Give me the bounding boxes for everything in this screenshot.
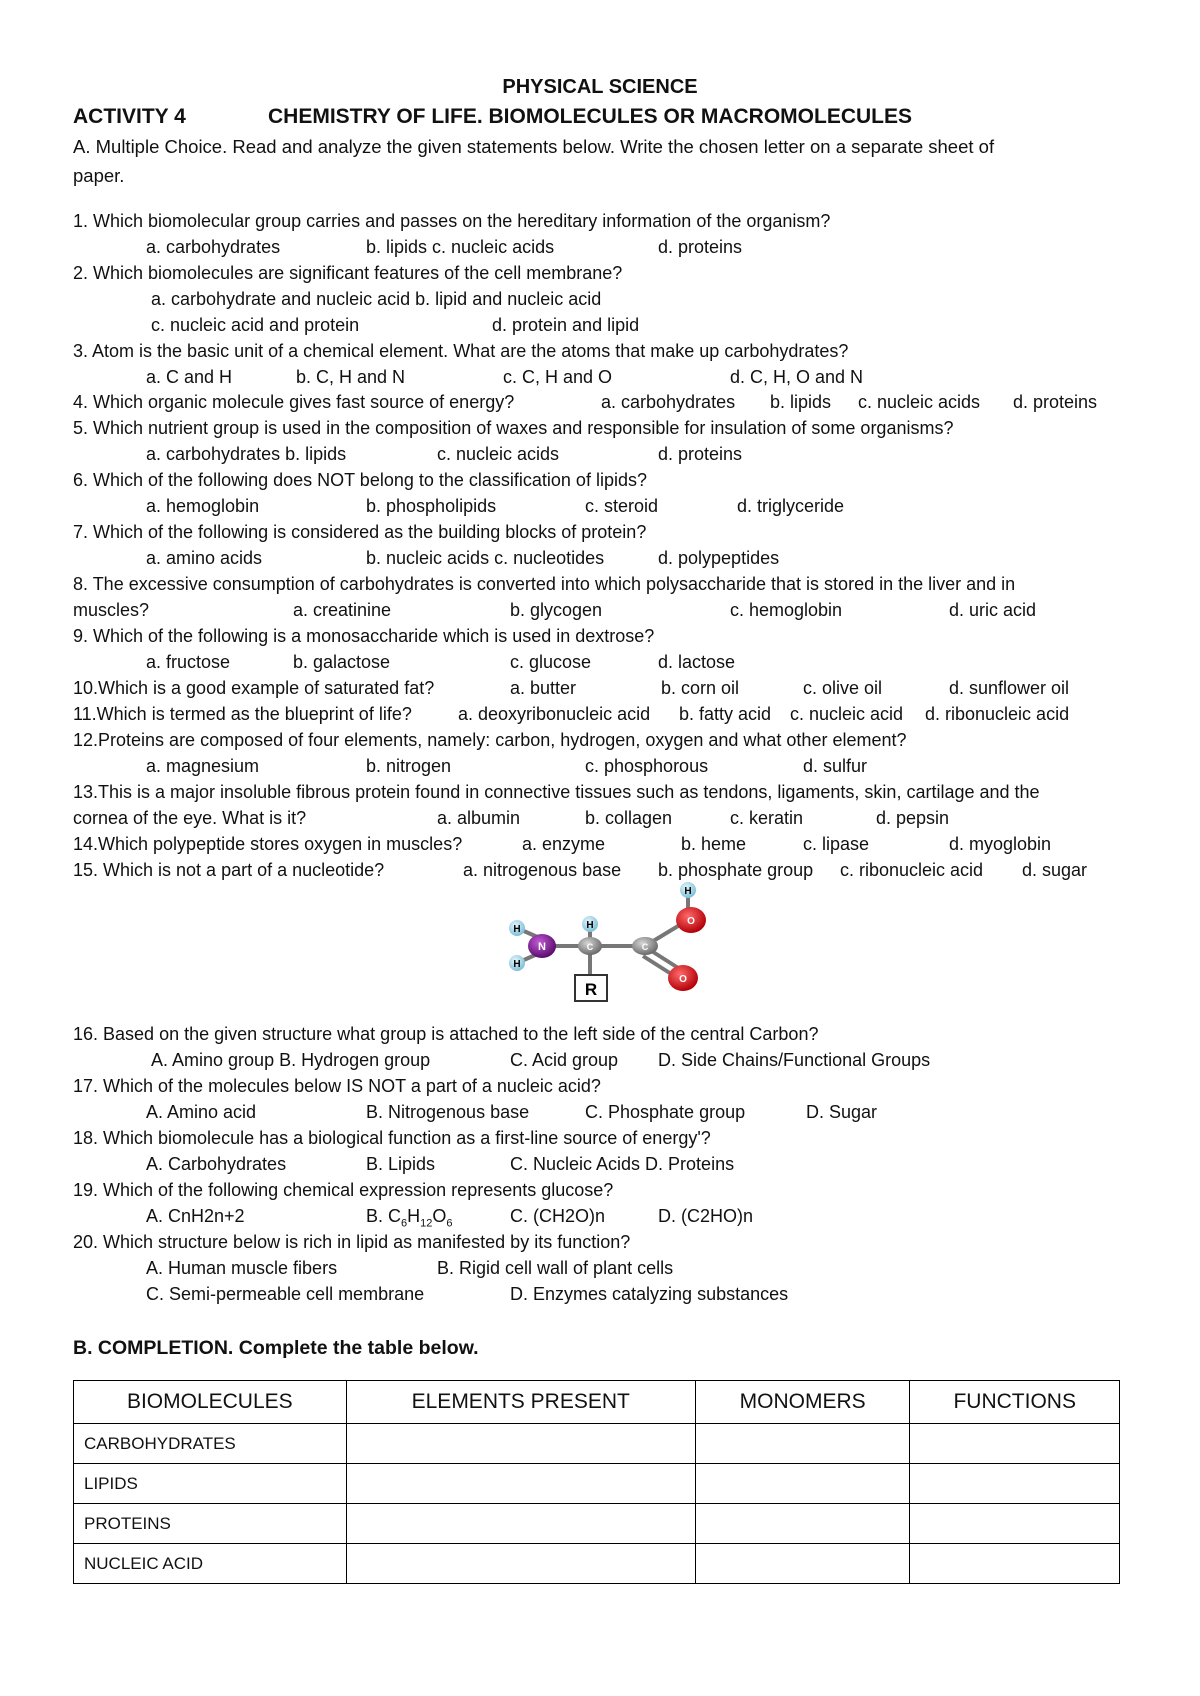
- question-15: 15. Which is not a part of a nucleotide?: [73, 860, 385, 880]
- q4-choice-d: d. proteins: [1013, 392, 1098, 412]
- q14-choice-d: d. myoglobin: [949, 834, 1052, 854]
- q6-choice-b: b. phospholipids: [366, 496, 497, 516]
- row-label-proteins: PROTEINS: [74, 1504, 347, 1544]
- question-6: 6. Which of the following does NOT belong to the classification of lipids?: [73, 470, 647, 490]
- question-19: 19. Which of the following chemical expression represents glucose?: [73, 1180, 614, 1200]
- oxygen-atom-2: [668, 965, 698, 991]
- subject-title: PHYSICAL SCIENCE: [502, 76, 698, 98]
- q12-choice-c: c. phosphorous: [585, 756, 709, 776]
- nitrogen-atom: [528, 934, 556, 958]
- oxygen-atom-1: [676, 907, 706, 933]
- q13-choice-d: d. pepsin: [876, 808, 950, 828]
- activity-title: CHEMISTRY OF LIFE. BIOMOLECULES OR MACROMOLECULES: [268, 105, 913, 128]
- header-elements-present: ELEMENTS PRESENT: [346, 1381, 695, 1424]
- activity-label: ACTIVITY 4: [73, 105, 186, 128]
- blank-cell[interactable]: [910, 1544, 1120, 1584]
- question-17: 17. Which of the molecules below IS NOT a part of a nucleic acid?: [73, 1076, 601, 1096]
- q15-choice-a: a. nitrogenous base: [463, 860, 622, 880]
- svg-text:N: N: [538, 941, 546, 953]
- partA-instruction-line1: A. Multiple Choice. Read and analyze the given statements below. Write the chosen letter on a separate sheet of: [73, 136, 995, 157]
- q14-choice-b: b. heme: [681, 834, 747, 854]
- header-functions: FUNCTIONS: [910, 1381, 1120, 1424]
- svg-text:C: C: [586, 942, 594, 952]
- q12-choice-d: d. sulfur: [803, 756, 868, 776]
- q3-choice-c: c. C, H and O: [503, 367, 613, 387]
- hydrogen-atom-3: [582, 916, 598, 932]
- q20-choice-b: B. Rigid cell wall of plant cells: [437, 1258, 674, 1278]
- question-5: 5. Which nutrient group is used in the composition of waxes and responsible for insulation of some organisms?: [73, 418, 954, 438]
- q17-choice-c: C. Phosphate group: [585, 1102, 746, 1122]
- question-2: 2. Which biomolecules are significant features of the cell membrane?: [73, 263, 623, 283]
- question-20: 20. Which structure below is rich in lipid as manifested by its function?: [73, 1232, 631, 1252]
- question-13-line1: 13.This is a major insoluble fibrous protein found in connective tissues such as tendons, ligaments, skin, cartilage and the: [73, 782, 1040, 802]
- q1-choice-d: d. proteins: [658, 237, 743, 257]
- blank-cell[interactable]: [695, 1424, 910, 1464]
- q19-choice-c: C. (CH2O)n: [510, 1206, 606, 1226]
- q13-choice-b: b. collagen: [585, 808, 673, 828]
- q1-choice-a: a. carbohydrates: [146, 237, 281, 257]
- q7-choice-a: a. amino acids: [146, 548, 263, 568]
- svg-text:H: H: [513, 959, 521, 970]
- central-carbon-atom: [578, 937, 602, 955]
- table-row: [74, 1504, 1120, 1544]
- q11-choice-d: d. ribonucleic acid: [925, 704, 1070, 724]
- q7-choice-bc: b. nucleic acids c. nucleotides: [366, 548, 605, 568]
- bonds: [517, 890, 688, 977]
- q18-choice-cd: C. Nucleic Acids D. Proteins: [510, 1154, 735, 1174]
- q2-choice-d: d. protein and lipid: [492, 315, 640, 335]
- blank-cell[interactable]: [346, 1504, 695, 1544]
- q16-choice-ab: A. Amino group B. Hydrogen group: [151, 1050, 431, 1070]
- q4-choice-a: a. carbohydrates: [601, 392, 736, 412]
- q11-choice-a: a. deoxyribonucleic acid: [458, 704, 651, 724]
- q13-choice-c: c. keratin: [730, 808, 804, 828]
- q9-choice-d: d. lactose: [658, 652, 736, 672]
- svg-text:H: H: [684, 886, 692, 897]
- q12-choice-b: b. nitrogen: [366, 756, 452, 776]
- hydrogen-atom-2: [509, 955, 525, 971]
- q13-choice-a: a. albumin: [437, 808, 521, 828]
- blank-cell[interactable]: [695, 1544, 910, 1584]
- question-8-line2: muscles?: [73, 600, 150, 620]
- q11-choice-b: b. fatty acid: [679, 704, 772, 724]
- svg-text:H: H: [513, 924, 521, 935]
- header-biomolecules: BIOMOLECULES: [74, 1381, 347, 1424]
- question-1: 1. Which biomolecular group carries and passes on the hereditary information of the organism?: [73, 211, 831, 231]
- q4-choice-c: c. nucleic acids: [858, 392, 981, 412]
- question-8-line1: 8. The excessive consumption of carbohydrates is converted into which polysaccharide that is stored in the liver and in: [73, 574, 1016, 594]
- q10-choice-a: a. butter: [510, 678, 577, 698]
- question-3: 3. Atom is the basic unit of a chemical element. What are the atoms that make up carbohydrates?: [73, 341, 849, 361]
- blank-cell[interactable]: [695, 1464, 910, 1504]
- q16-choice-d: D. Side Chains/Functional Groups: [658, 1050, 931, 1070]
- q3-choice-a: a. C and H: [146, 367, 233, 387]
- q10-choice-c: c. olive oil: [803, 678, 883, 698]
- carboxyl-carbon-atom: [632, 937, 658, 955]
- q8-choice-c: c. hemoglobin: [730, 600, 843, 620]
- question-7: 7. Which of the following is considered as the building blocks of protein?: [73, 522, 647, 542]
- q9-choice-b: b. galactose: [293, 652, 391, 672]
- q10-choice-d: d. sunflower oil: [949, 678, 1070, 698]
- q17-choice-a: A. Amino acid: [146, 1102, 257, 1122]
- q5-choice-c: c. nucleic acids: [437, 444, 560, 464]
- q17-choice-b: B. Nitrogenous base: [366, 1102, 530, 1122]
- q17-choice-d: D. Sugar: [806, 1102, 878, 1122]
- q3-choice-b: b. C, H and N: [296, 367, 406, 387]
- q2-choice-ab: a. carbohydrate and nucleic acid b. lipid and nucleic acid: [151, 289, 602, 309]
- question-11: 11.Which is termed as the blueprint of life?: [73, 704, 412, 724]
- partA-instruction-line2: paper.: [73, 165, 125, 186]
- q20-choice-d: D. Enzymes catalyzing substances: [510, 1284, 789, 1304]
- q10-choice-b: b. corn oil: [661, 678, 740, 698]
- q20-choice-c: C. Semi-permeable cell membrane: [146, 1284, 425, 1304]
- q12-choice-a: a. magnesium: [146, 756, 260, 776]
- svg-text:O: O: [687, 916, 695, 927]
- hydrogen-atom-4: [680, 882, 696, 898]
- q6-choice-a: a. hemoglobin: [146, 496, 260, 516]
- q5-choice-d: d. proteins: [658, 444, 743, 464]
- blank-cell[interactable]: [695, 1504, 910, 1544]
- q8-choice-a: a. creatinine: [293, 600, 392, 620]
- q15-choice-d: d. sugar: [1022, 860, 1088, 880]
- q2-choice-c: c. nucleic acid and protein: [151, 315, 360, 335]
- svg-text:H: H: [586, 920, 594, 931]
- blank-cell[interactable]: [910, 1504, 1120, 1544]
- q7-choice-d: d. polypeptides: [658, 548, 780, 568]
- question-14: 14.Which polypeptide stores oxygen in muscles?: [73, 834, 463, 854]
- svg-text:O: O: [679, 974, 687, 985]
- q19-choice-a: A. CnH2n+2: [146, 1206, 245, 1226]
- row-label-carbohydrates: CARBOHYDRATES: [74, 1424, 347, 1464]
- blank-cell[interactable]: [346, 1464, 695, 1504]
- q14-choice-a: a. enzyme: [522, 834, 606, 854]
- q19-choice-d: D. (C2HO)n: [658, 1206, 754, 1226]
- question-10: 10.Which is a good example of saturated fat?: [73, 678, 435, 698]
- q19-choice-b: B. $C_6H_{12}O_6$: [366, 1206, 453, 1230]
- q8-choice-d: d. uric acid: [949, 600, 1037, 620]
- q11-choice-c: c. nucleic acid: [790, 704, 904, 724]
- question-4: 4. Which organic molecule gives fast source of energy?: [73, 392, 515, 412]
- q15-choice-b: b. phosphate group: [658, 860, 814, 880]
- blank-cell[interactable]: [346, 1424, 695, 1464]
- q1-choice-bc: b. lipids c. nucleic acids: [366, 237, 555, 257]
- q8-choice-b: b. glycogen: [510, 600, 603, 620]
- blank-cell[interactable]: [910, 1464, 1120, 1504]
- completion-table: [73, 1380, 1120, 1584]
- table-row: [74, 1464, 1120, 1504]
- question-9: 9. Which of the following is a monosaccharide which is used in dextrose?: [73, 626, 655, 646]
- question-12: 12.Proteins are composed of four elements, namely: carbon, hydrogen, oxygen and what other element?: [73, 730, 907, 750]
- q16-choice-c: C. Acid group: [510, 1050, 619, 1070]
- question-16: 16. Based on the given structure what group is attached to the left side of the central Carbon?: [73, 1024, 819, 1044]
- q3-choice-d: d. C, H, O and N: [730, 367, 864, 387]
- r-group-box: [575, 975, 607, 1001]
- q15-choice-c: c. ribonucleic acid: [840, 860, 984, 880]
- row-label-lipids: LIPIDS: [74, 1464, 347, 1504]
- q6-choice-c: c. steroid: [585, 496, 659, 516]
- blank-cell[interactable]: [910, 1424, 1120, 1464]
- amino-acid-structure-diagram: [500, 880, 730, 1005]
- row-label-nucleic-acid: NUCLEIC ACID: [74, 1544, 347, 1584]
- partB-title: B. COMPLETION. Complete the table below.: [73, 1337, 479, 1359]
- question-18: 18. Which biomolecule has a biological function as a first-line source of energy'?: [73, 1128, 711, 1148]
- q18-choice-a: A. Carbohydrates: [146, 1154, 287, 1174]
- table-row: [74, 1544, 1120, 1584]
- svg-text:C: C: [641, 942, 649, 952]
- table-row: [74, 1424, 1120, 1464]
- q18-choice-b: B. Lipids: [366, 1154, 436, 1174]
- q5-choice-ab: a. carbohydrates b. lipids: [146, 444, 347, 464]
- hydrogen-atom-1: [509, 920, 525, 936]
- header-monomers: MONOMERS: [695, 1381, 910, 1424]
- q6-choice-d: d. triglyceride: [737, 496, 845, 516]
- blank-cell[interactable]: [346, 1544, 695, 1584]
- svg-text:R: R: [584, 980, 598, 999]
- q20-choice-a: A. Human muscle fibers: [146, 1258, 338, 1278]
- q9-choice-c: c. glucose: [510, 652, 592, 672]
- q14-choice-c: c. lipase: [803, 834, 870, 854]
- q4-choice-b: b. lipids: [770, 392, 832, 412]
- table-header-row: [74, 1381, 1120, 1424]
- q9-choice-a: a. fructose: [146, 652, 231, 672]
- question-13-line2: cornea of the eye. What is it?: [73, 808, 307, 828]
